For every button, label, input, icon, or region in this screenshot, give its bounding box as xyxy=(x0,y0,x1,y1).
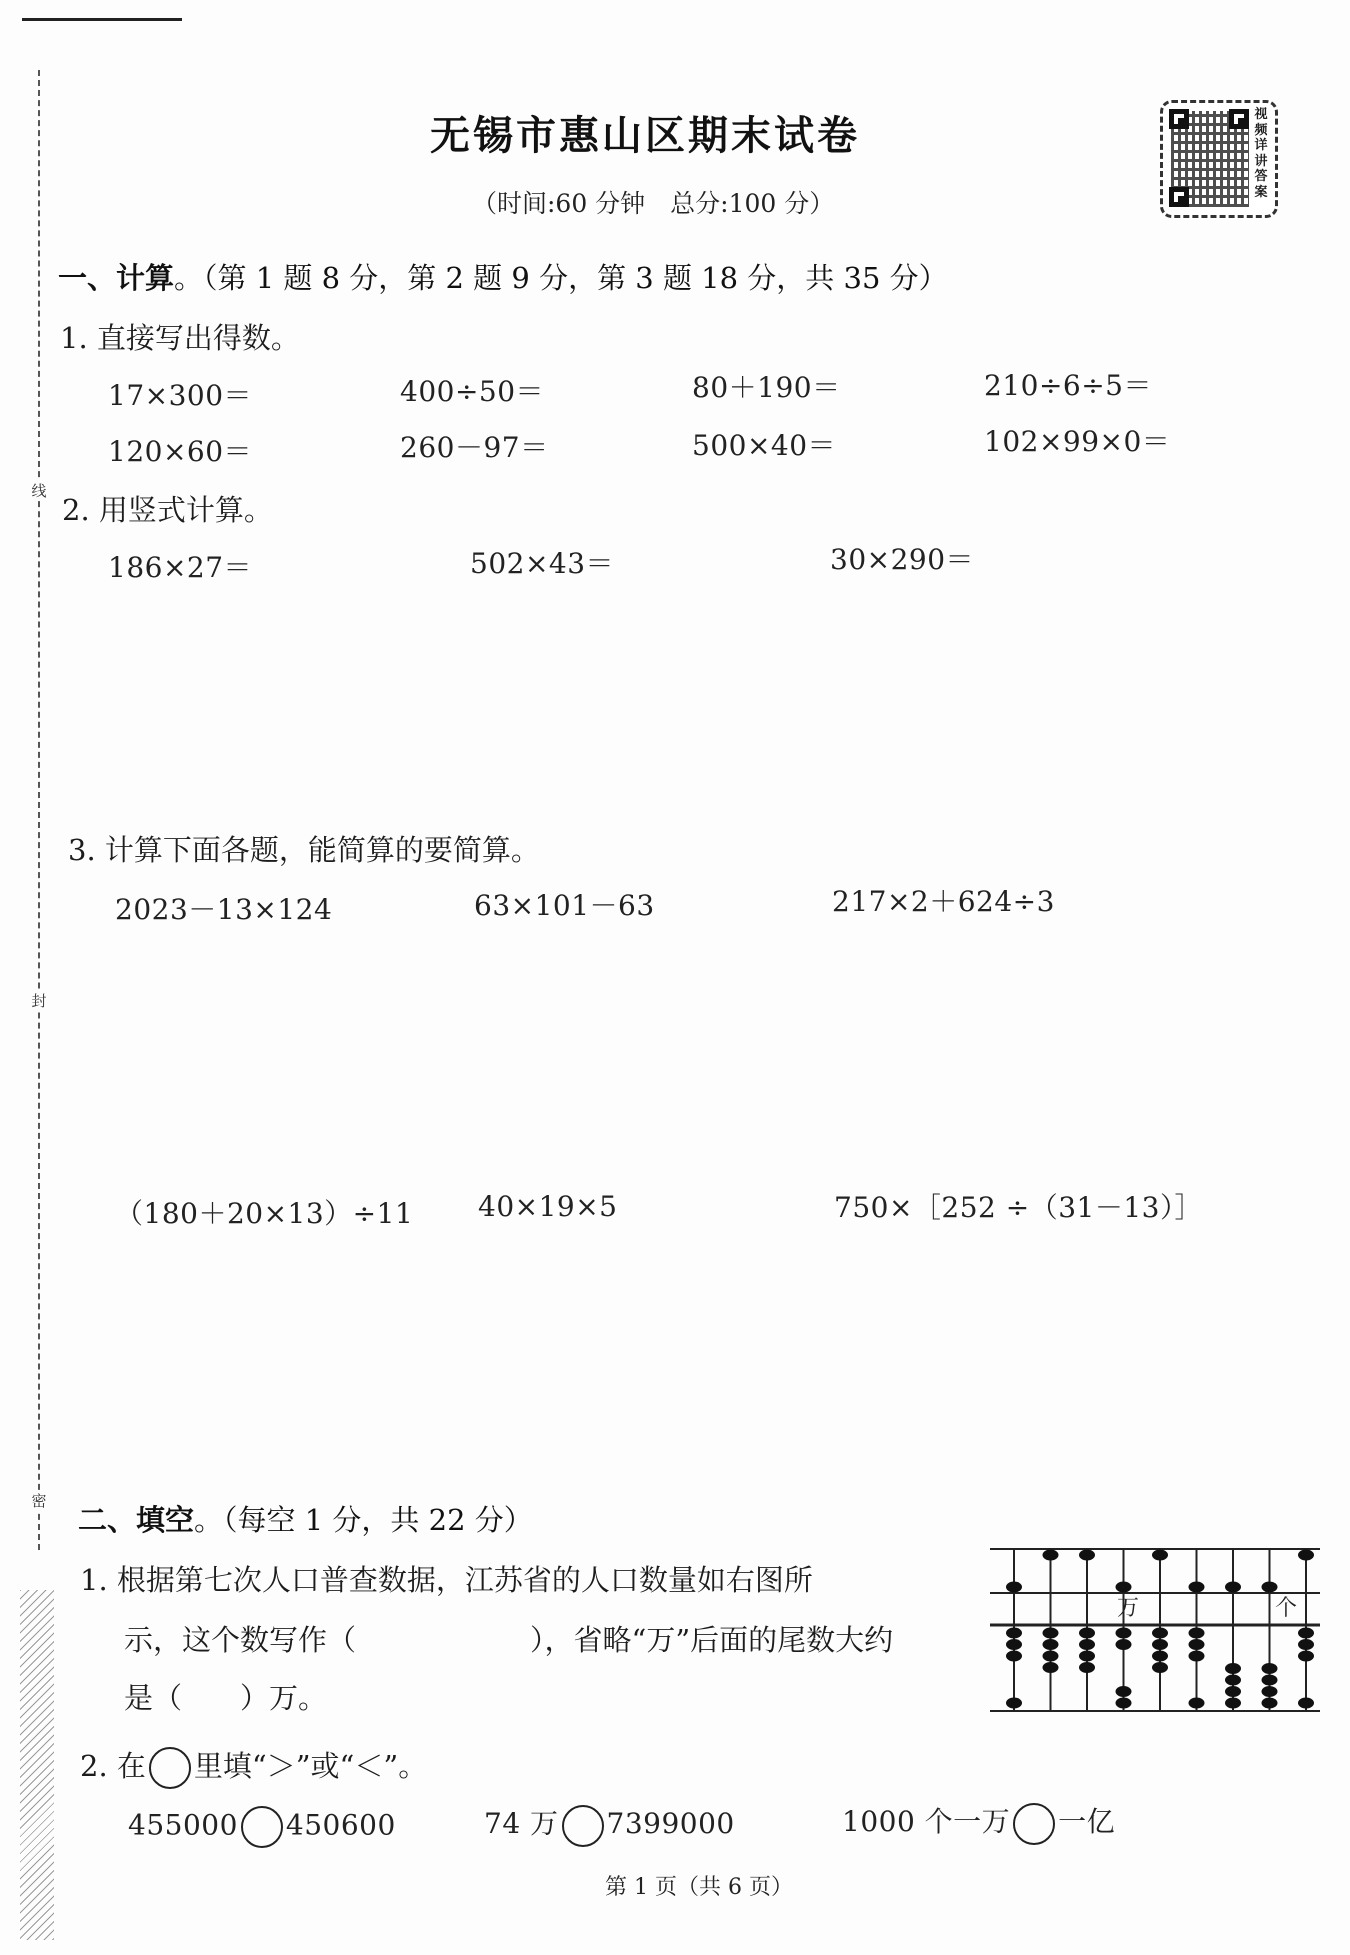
qr-label: 视频详讲答案 xyxy=(1254,107,1268,200)
abacus-upper-bead xyxy=(1116,1582,1132,1593)
qr-code[interactable] xyxy=(1160,100,1278,218)
q3-expr: （180＋20×13）÷11 xyxy=(115,1197,414,1230)
abacus-upper-bead xyxy=(1079,1550,1095,1561)
compare-left: 1000 个一万 xyxy=(842,1805,1011,1838)
abacus-label-wan: 万 xyxy=(1116,1596,1140,1621)
abacus-lower-bead xyxy=(1116,1639,1132,1650)
exam-title: 无锡市惠山区期末试卷 xyxy=(430,112,860,159)
compare-left: 455000 xyxy=(128,1808,238,1842)
abacus-lower-bead xyxy=(1225,1663,1241,1674)
abacus-lower-bead xyxy=(1225,1686,1241,1697)
q1-expr: 102×99×0＝ xyxy=(984,425,1171,458)
abacus-upper-bead xyxy=(1262,1582,1278,1593)
abacus-lower-bead xyxy=(1225,1675,1241,1686)
section2-note: 。（每空 1 分，共 22 分） xyxy=(194,1503,533,1537)
abacus-lower-bead xyxy=(1152,1662,1168,1673)
q1-expr: 260－97＝ xyxy=(400,431,549,464)
abacus-lower-bead xyxy=(1116,1698,1132,1709)
abacus-upper-bead xyxy=(1189,1582,1205,1593)
q3-prompt: 3. 计算下面各题，能简算的要简算。 xyxy=(68,833,540,867)
q1-prompt: 1. 直接写出得数。 xyxy=(60,321,300,355)
hatched-margin-strip xyxy=(20,1590,54,1940)
answer-circle[interactable] xyxy=(562,1805,604,1847)
compare-right: 450600 xyxy=(285,1808,396,1842)
abacus-upper-bead xyxy=(1225,1582,1241,1593)
abacus-lower-bead xyxy=(1189,1628,1205,1639)
abacus-lower-bead xyxy=(1079,1628,1095,1639)
abacus-lower-bead xyxy=(1006,1651,1022,1662)
abacus-lower-bead xyxy=(1152,1639,1168,1650)
abacus-lower-bead xyxy=(1043,1662,1059,1673)
section2-header xyxy=(78,1498,533,1539)
q3-expr: 40×19×5 xyxy=(478,1190,618,1223)
abacus-upper-bead xyxy=(1006,1582,1022,1593)
margin-label-xian: 线 xyxy=(31,482,47,500)
abacus-lower-bead xyxy=(1006,1628,1022,1639)
abacus-lower-bead xyxy=(1262,1663,1278,1674)
exam-subtitle: （时间:60 分钟 总分:100 分） xyxy=(472,189,835,218)
q1-expr: 400÷50＝ xyxy=(400,375,545,408)
q2-expr: 186×27＝ xyxy=(108,551,253,584)
compare-item xyxy=(484,1802,735,1847)
compare-item xyxy=(842,1800,1115,1845)
margin-label-mi: 密 xyxy=(31,1492,47,1510)
q1-expr: 210÷6÷5＝ xyxy=(984,369,1152,402)
q2-expr: 30×290＝ xyxy=(830,543,975,576)
abacus-lower-bead xyxy=(1006,1639,1022,1650)
section1-heading: 一、计算 xyxy=(58,261,175,295)
section1-note: 。（第 1 题 8 分，第 2 题 9 分，第 3 题 18 分，共 35 分） xyxy=(174,261,948,295)
q1-expr: 80＋190＝ xyxy=(692,371,841,404)
compare-right: 7399000 xyxy=(606,1807,735,1840)
section1-header xyxy=(58,256,948,297)
page-footer: 第 1 页（共 6 页） xyxy=(605,1875,793,1900)
s2-q2-prompt-before: 2. 在 xyxy=(80,1749,146,1783)
s2-q2-prompt-after: 里填“＞”或“＜”。 xyxy=(193,1749,428,1783)
abacus-lower-bead xyxy=(1262,1675,1278,1686)
abacus-figure xyxy=(990,1545,1320,1715)
q2-expr: 502×43＝ xyxy=(470,547,615,580)
abacus-lower-bead xyxy=(1152,1628,1168,1639)
abacus-lower-bead xyxy=(1298,1628,1314,1639)
abacus-upper-bead xyxy=(1043,1550,1059,1561)
abacus-lower-bead xyxy=(1189,1698,1205,1709)
answer-circle[interactable] xyxy=(241,1806,283,1848)
s2-q1-line: 是（ ）万。 xyxy=(124,1681,328,1715)
abacus-lower-bead xyxy=(1298,1698,1314,1709)
compare-left: 74 万 xyxy=(484,1807,559,1840)
q2-prompt: 2. 用竖式计算。 xyxy=(62,493,273,527)
abacus-lower-bead xyxy=(1189,1639,1205,1650)
qr-finder-top-left xyxy=(1169,109,1189,129)
abacus-lower-bead xyxy=(1298,1651,1314,1662)
binding-dashed-line xyxy=(38,70,40,1550)
abacus-lower-bead xyxy=(1225,1698,1241,1709)
abacus-label-ge: 个 xyxy=(1274,1596,1298,1621)
s2-q1-line: 示，这个数写作（ ），省略“万”后面的尾数大约 xyxy=(124,1623,894,1657)
abacus-lower-bead xyxy=(1116,1686,1132,1697)
qr-finder-bottom-left xyxy=(1169,187,1189,207)
q1-expr: 17×300＝ xyxy=(108,379,253,412)
abacus-lower-bead xyxy=(1006,1698,1022,1709)
abacus-lower-bead xyxy=(1298,1639,1314,1650)
q3-expr: 217×2＋624÷3 xyxy=(832,885,1055,918)
abacus-lower-bead xyxy=(1043,1628,1059,1639)
page-top-edge xyxy=(22,18,182,21)
abacus-upper-bead xyxy=(1152,1550,1168,1561)
q3-expr: 63×101－63 xyxy=(474,889,655,922)
abacus-lower-bead xyxy=(1079,1639,1095,1650)
s2-q2-prompt xyxy=(80,1744,427,1789)
abacus-lower-bead xyxy=(1152,1651,1168,1662)
q1-expr: 120×60＝ xyxy=(108,435,253,468)
abacus-lower-bead xyxy=(1043,1639,1059,1650)
q1-expr: 500×40＝ xyxy=(692,429,837,462)
answer-circle[interactable] xyxy=(149,1747,191,1789)
abacus-lower-bead xyxy=(1116,1628,1132,1639)
s2-q1-line: 1. 根据第七次人口普查数据，江苏省的人口数量如右图所 xyxy=(80,1563,813,1597)
compare-right: 一亿 xyxy=(1058,1805,1116,1838)
section2-heading: 二、填空 xyxy=(78,1503,195,1537)
q3-expr: 750×［252 ÷（31－13）］ xyxy=(834,1191,1203,1224)
abacus-lower-bead xyxy=(1262,1686,1278,1697)
abacus-lower-bead xyxy=(1189,1651,1205,1662)
abacus-upper-bead xyxy=(1298,1550,1314,1561)
compare-item xyxy=(128,1806,396,1848)
abacus-lower-bead xyxy=(1079,1651,1095,1662)
q3-expr: 2023－13×124 xyxy=(115,893,333,926)
abacus-lower-bead xyxy=(1262,1698,1278,1709)
abacus-lower-bead xyxy=(1079,1662,1095,1673)
margin-label-feng: 封 xyxy=(31,992,47,1010)
qr-finder-top-right xyxy=(1229,109,1249,129)
abacus-lower-bead xyxy=(1043,1651,1059,1662)
answer-circle[interactable] xyxy=(1013,1803,1055,1845)
